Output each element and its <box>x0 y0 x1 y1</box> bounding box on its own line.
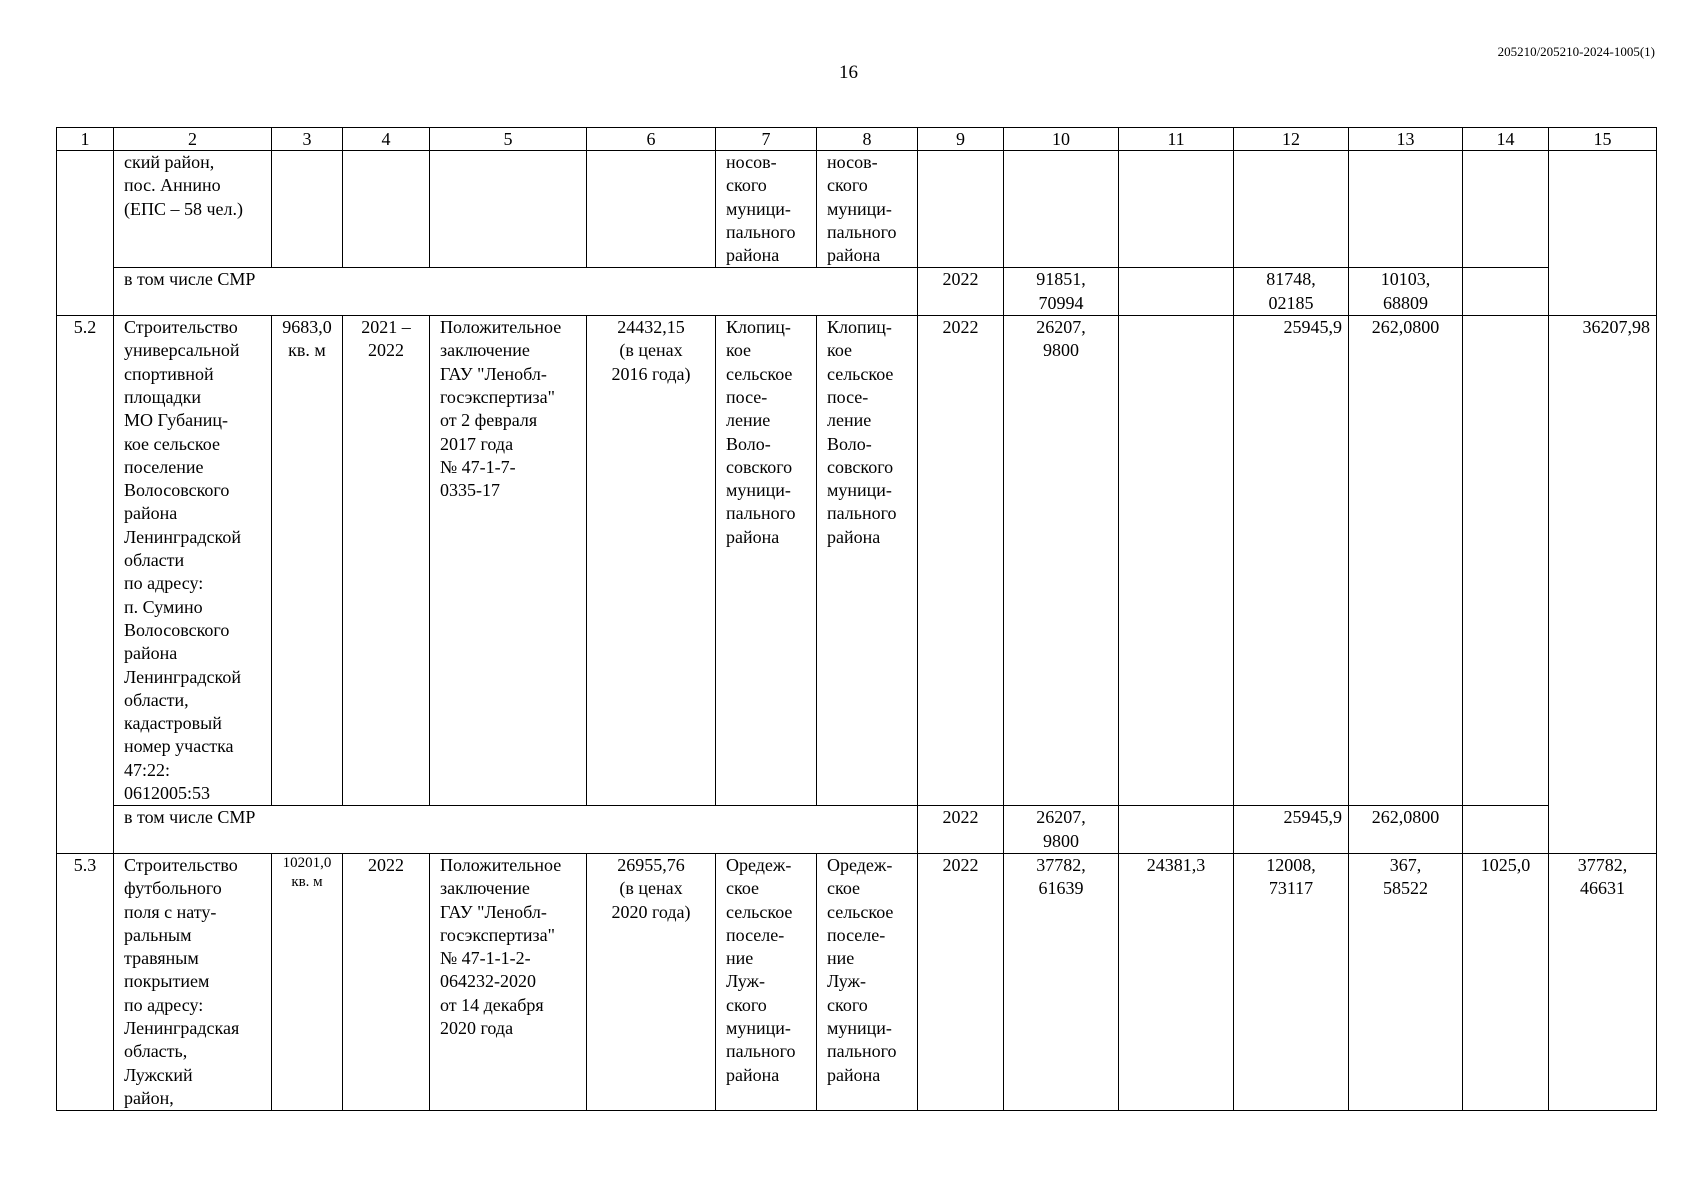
column-number: 15 <box>1549 128 1657 151</box>
local-cell <box>1349 151 1463 268</box>
column-number: 5 <box>430 128 587 151</box>
smr-federal <box>1119 268 1234 316</box>
capacity-cell: 9683,0 кв. м <box>272 316 343 806</box>
smr-local: 10103, 68809 <box>1349 268 1463 316</box>
smr-label: в том числе СМР <box>114 806 918 854</box>
smr-other <box>1463 806 1549 854</box>
column-number: 8 <box>817 128 918 151</box>
regional-cell: 25945,9 <box>1234 316 1349 806</box>
cost-cell: 36207,98 <box>1549 316 1657 854</box>
smr-regional: 25945,9 <box>1234 806 1349 854</box>
other-cell <box>1463 316 1549 806</box>
period-cell: 2021 – 2022 <box>343 316 430 806</box>
total-cell: 37782, 61639 <box>1004 853 1119 1110</box>
smr-row <box>57 806 1657 854</box>
capacity-cell: 10201,0 кв. м <box>272 853 343 1110</box>
customer-cell: Оредеж- ское сельское поселе- ние Луж- ского муници- пального района <box>716 853 817 1110</box>
expertise-cell: Положительное заключение ГАУ "Ленобл- госэкспертиза" № 47-1-1-2- 064232-2020 от 14 декабря 2020 года <box>430 853 587 1110</box>
column-number: 1 <box>57 128 114 151</box>
object-name-cell: ский район, пос. Аннино (ЕПС – 58 чел.) <box>114 151 272 268</box>
federal-cell <box>1119 316 1234 806</box>
regional-cell <box>1234 151 1349 268</box>
objects-table <box>56 127 1657 1111</box>
smr-other <box>1463 268 1549 316</box>
customer-cell: Клопиц- кое сельское посе- ление Воло- совского муници- пального района <box>716 316 817 806</box>
smr-label: в том числе СМР <box>114 268 918 316</box>
year-cell: 2022 <box>918 316 1004 806</box>
smr-local: 262,0800 <box>1349 806 1463 854</box>
other-cell <box>1463 151 1549 268</box>
estimate-cell: 24432,15 (в ценах 2016 года) <box>587 316 716 806</box>
smr-regional: 81748, 02185 <box>1234 268 1349 316</box>
total-cell <box>1004 151 1119 268</box>
column-number: 12 <box>1234 128 1349 151</box>
row-number-cell: 5.3 <box>57 853 114 1110</box>
column-number: 6 <box>587 128 716 151</box>
smr-total: 26207, 9800 <box>1004 806 1119 854</box>
local-cell: 262,0800 <box>1349 316 1463 806</box>
federal-cell: 24381,3 <box>1119 853 1234 1110</box>
column-number: 9 <box>918 128 1004 151</box>
table-row <box>57 316 1657 806</box>
cost-cell <box>1549 151 1657 316</box>
estimate-cell: 26955,76 (в ценах 2020 года) <box>587 853 716 1110</box>
document-id: 205210/205210-2024-1005(1) <box>1497 44 1655 59</box>
column-number: 13 <box>1349 128 1463 151</box>
smr-year: 2022 <box>918 268 1004 316</box>
developer-cell: Оредеж- ское сельское поселе- ние Луж- ского муници- пального района <box>817 853 918 1110</box>
column-number: 4 <box>343 128 430 151</box>
table-row <box>57 151 1657 268</box>
smr-row <box>57 268 1657 316</box>
object-name-cell: Строительство универсальной спортивной площадки МО Губаниц- кое сельское поселение Волосовского района Ленинградской области по адресу: п. Сумино Волосовского района Ленинградской области, кадастровый номер участка 47:22: 0612005:53 <box>114 316 272 806</box>
smr-federal <box>1119 806 1234 854</box>
other-cell: 1025,0 <box>1463 853 1549 1110</box>
table-row <box>57 853 1657 1110</box>
column-number: 2 <box>114 128 272 151</box>
smr-total: 91851, 70994 <box>1004 268 1119 316</box>
cost-cell: 37782, 46631 <box>1549 853 1657 1110</box>
row-number-cell: 5.2 <box>57 316 114 854</box>
object-name-cell: Строительство футбольного поля с нату- ральным травяным покрытием по адресу: Ленинградская область, Лужский район, <box>114 853 272 1110</box>
column-number: 14 <box>1463 128 1549 151</box>
period-cell: 2022 <box>343 853 430 1110</box>
expertise-cell <box>430 151 587 268</box>
year-cell: 2022 <box>918 853 1004 1110</box>
developer-cell: носов- ского муници- пального района <box>817 151 918 268</box>
column-number-row <box>57 128 1657 151</box>
estimate-cell <box>587 151 716 268</box>
federal-cell <box>1119 151 1234 268</box>
developer-cell: Клопиц- кое сельское посе- ление Воло- совского муници- пального района <box>817 316 918 806</box>
expertise-cell: Положительное заключение ГАУ "Ленобл- госэкспертиза" от 2 февраля 2017 года № 47-1-7- 0335-17 <box>430 316 587 806</box>
column-number: 11 <box>1119 128 1234 151</box>
local-cell: 367, 58522 <box>1349 853 1463 1110</box>
regional-cell: 12008, 73117 <box>1234 853 1349 1110</box>
total-cell: 26207, 9800 <box>1004 316 1119 806</box>
customer-cell: носов- ского муници- пального района <box>716 151 817 268</box>
capacity-cell <box>272 151 343 268</box>
column-number: 10 <box>1004 128 1119 151</box>
smr-year: 2022 <box>918 806 1004 854</box>
page-number: 16 <box>839 62 858 83</box>
row-number-cell <box>57 151 114 316</box>
year-cell <box>918 151 1004 268</box>
column-number: 3 <box>272 128 343 151</box>
column-number: 7 <box>716 128 817 151</box>
period-cell <box>343 151 430 268</box>
